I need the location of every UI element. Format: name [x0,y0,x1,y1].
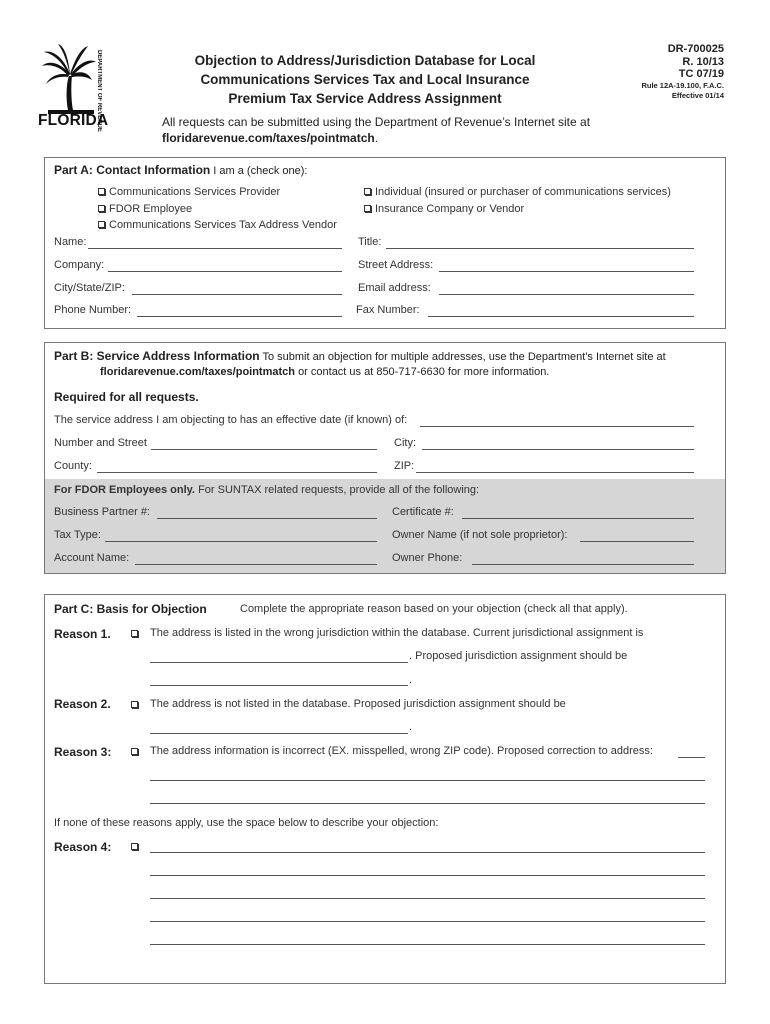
part-b-contact: or contact us at 850-717-6630 for more information. [298,366,550,378]
required-heading: Required for all requests. [54,390,199,404]
fax-field[interactable] [428,316,694,317]
title-line-2: Communications Services Tax and Local Insurance [200,72,530,87]
company-label: Company: [54,259,105,271]
reason-2-label: Reason 2. [54,697,111,711]
tax-type-label: Tax Type: [54,529,101,541]
form-tc: TC 07/19 [678,68,724,80]
rule-text: Rule 12A-19.100, F.A.C. [641,81,724,90]
part-b-desc: To submit an objection for multiple addresses, use the Department's Internet site at [262,351,666,363]
reason-1-text: The address is listed in the wrong jurisdiction within the database. Current jurisdictional assignment is [150,627,644,639]
checkbox[interactable] [98,188,105,195]
street-address-field[interactable] [439,271,694,272]
fdor-note-bold: For FDOR Employees only. [54,484,195,496]
title-line-3: Premium Tax Service Address Assignment [228,91,502,106]
reason-3-text: The address information is incorrect (EX. misspelled, wrong ZIP code). Proposed correction to address: [150,745,653,757]
part-b-heading: Part B: Service Address Information [54,349,260,363]
form-revision: R. 10/13 [682,55,724,68]
reason-4-line-3[interactable] [150,898,705,899]
owner-phone-label: Owner Phone: [392,552,463,564]
email-label: Email address: [358,282,431,294]
form-number: DR-700025 [667,43,724,55]
owner-phone-field[interactable] [472,564,694,565]
fdor-note-rest: For SUNTAX related requests, provide all of the following: [198,484,480,496]
reason-4-line-4[interactable] [150,921,705,922]
reason-2-text: The address is not listed in the database. Proposed jurisdiction assignment should be [150,698,566,710]
effective-text: Effective 01/14 [671,90,724,100]
intro-text [162,114,590,146]
reason-4-line-5[interactable] [150,944,705,945]
part-b-title [54,349,666,363]
zip-field[interactable] [416,472,694,473]
city-state-zip-field[interactable] [132,294,342,295]
reason-4-checkbox[interactable] [131,843,138,850]
name-field[interactable] [88,248,342,249]
certificate-field[interactable] [462,518,694,519]
owner-name-label: Owner Name (if not sole proprietor): [392,529,568,541]
reason-4-label: Reason 4: [54,840,112,854]
fdor-note [54,484,479,496]
reason-1-checkbox[interactable] [131,630,138,637]
rule-block [641,81,724,100]
checkbox[interactable] [364,205,371,212]
title-field[interactable] [386,248,694,249]
reason-1-current-field[interactable] [150,662,408,663]
reason-1-text-2: . Proposed jurisdiction assignment should be [409,650,628,662]
reason-2-checkbox[interactable] [131,701,138,708]
zip-label: ZIP: [394,460,415,472]
option-individual[interactable]: Individual (insured or purchaser of communications services) [364,186,671,198]
option-cst-vendor[interactable]: Communications Services Tax Address Vendor [98,219,337,231]
owner-name-field[interactable] [580,541,694,542]
email-field[interactable] [439,294,694,295]
company-field[interactable] [108,271,342,272]
form-title [150,51,580,108]
title-line-1: Objection to Address/Jurisdiction Database for Local [194,53,536,68]
reason-3-checkbox[interactable] [131,748,138,755]
effective-date-label: The service address I am objecting to has an effective date (if known) of: [54,414,408,426]
business-partner-label: Business Partner #: [54,506,150,518]
business-partner-field[interactable] [157,518,377,519]
number-street-field[interactable] [151,449,377,450]
option-csp[interactable]: Communications Services Provider [98,186,280,198]
part-a-title [54,163,307,177]
part-b-link[interactable]: floridarevenue.com/taxes/pointmatch [100,366,295,378]
account-name-field[interactable] [135,564,377,565]
county-label: County: [54,460,92,472]
county-field[interactable] [97,472,377,473]
reason-1-label: Reason 1. [54,627,111,641]
checkbox[interactable] [98,205,105,212]
phone-field[interactable] [137,316,342,317]
number-street-label: Number and Street [54,437,147,449]
reason-1-end: . [409,674,413,686]
reason-2-proposed-field[interactable] [150,733,408,734]
logo-wordmark: FLORIDA [38,112,109,129]
part-b-desc-line2 [100,366,549,378]
reason-4-line-1[interactable] [150,852,705,853]
reason-1-proposed-field[interactable] [150,685,408,686]
certificate-label: Certificate #: [392,506,454,518]
phone-label: Phone Number: [54,304,132,316]
city-label: City: [394,437,416,449]
fax-label: Fax Number: [356,304,420,316]
part-a-heading: Part A: Contact Information [54,163,211,177]
option-fdor-employee[interactable]: FDOR Employee [98,203,192,215]
city-field[interactable] [422,449,694,450]
reason-3-label: Reason 3: [54,745,112,759]
street-address-label: Street Address: [358,259,434,271]
effective-date-field[interactable] [420,426,694,427]
option-insurance-company[interactable]: Insurance Company or Vendor [364,203,524,215]
part-c-instruction: Complete the appropriate reason based on your objection (check all that apply). [240,603,628,615]
intro-end: . [374,131,379,145]
name-label: Name: [54,236,87,248]
intro-link[interactable]: floridarevenue.com/taxes/pointmatch [162,131,375,145]
checkbox[interactable] [98,221,105,228]
logo-vertical-text: DEPARTMENT OF REVENUE [96,50,102,132]
part-a-subheading: I am a (check one): [213,165,308,177]
form-number-block [668,43,724,81]
reason-3-field-start[interactable] [678,757,705,758]
reason-3-field-line-2[interactable] [150,780,705,781]
reason-4-line-2[interactable] [150,875,705,876]
tax-type-field[interactable] [105,541,377,542]
reason-3-field-line-3[interactable] [150,803,705,804]
intro-line-1: All requests can be submitted using the Department of Revenue’s Internet site at [162,115,591,129]
checkbox[interactable] [364,188,371,195]
none-apply-text: If none of these reasons apply, use the space below to describe your objection: [54,817,439,829]
reason-2-end: . [409,721,413,733]
account-name-label: Account Name: [54,552,130,564]
city-state-zip-label: City/State/ZIP: [54,282,125,294]
part-c-heading: Part C: Basis for Objection [54,602,207,616]
title-label: Title: [358,236,382,248]
